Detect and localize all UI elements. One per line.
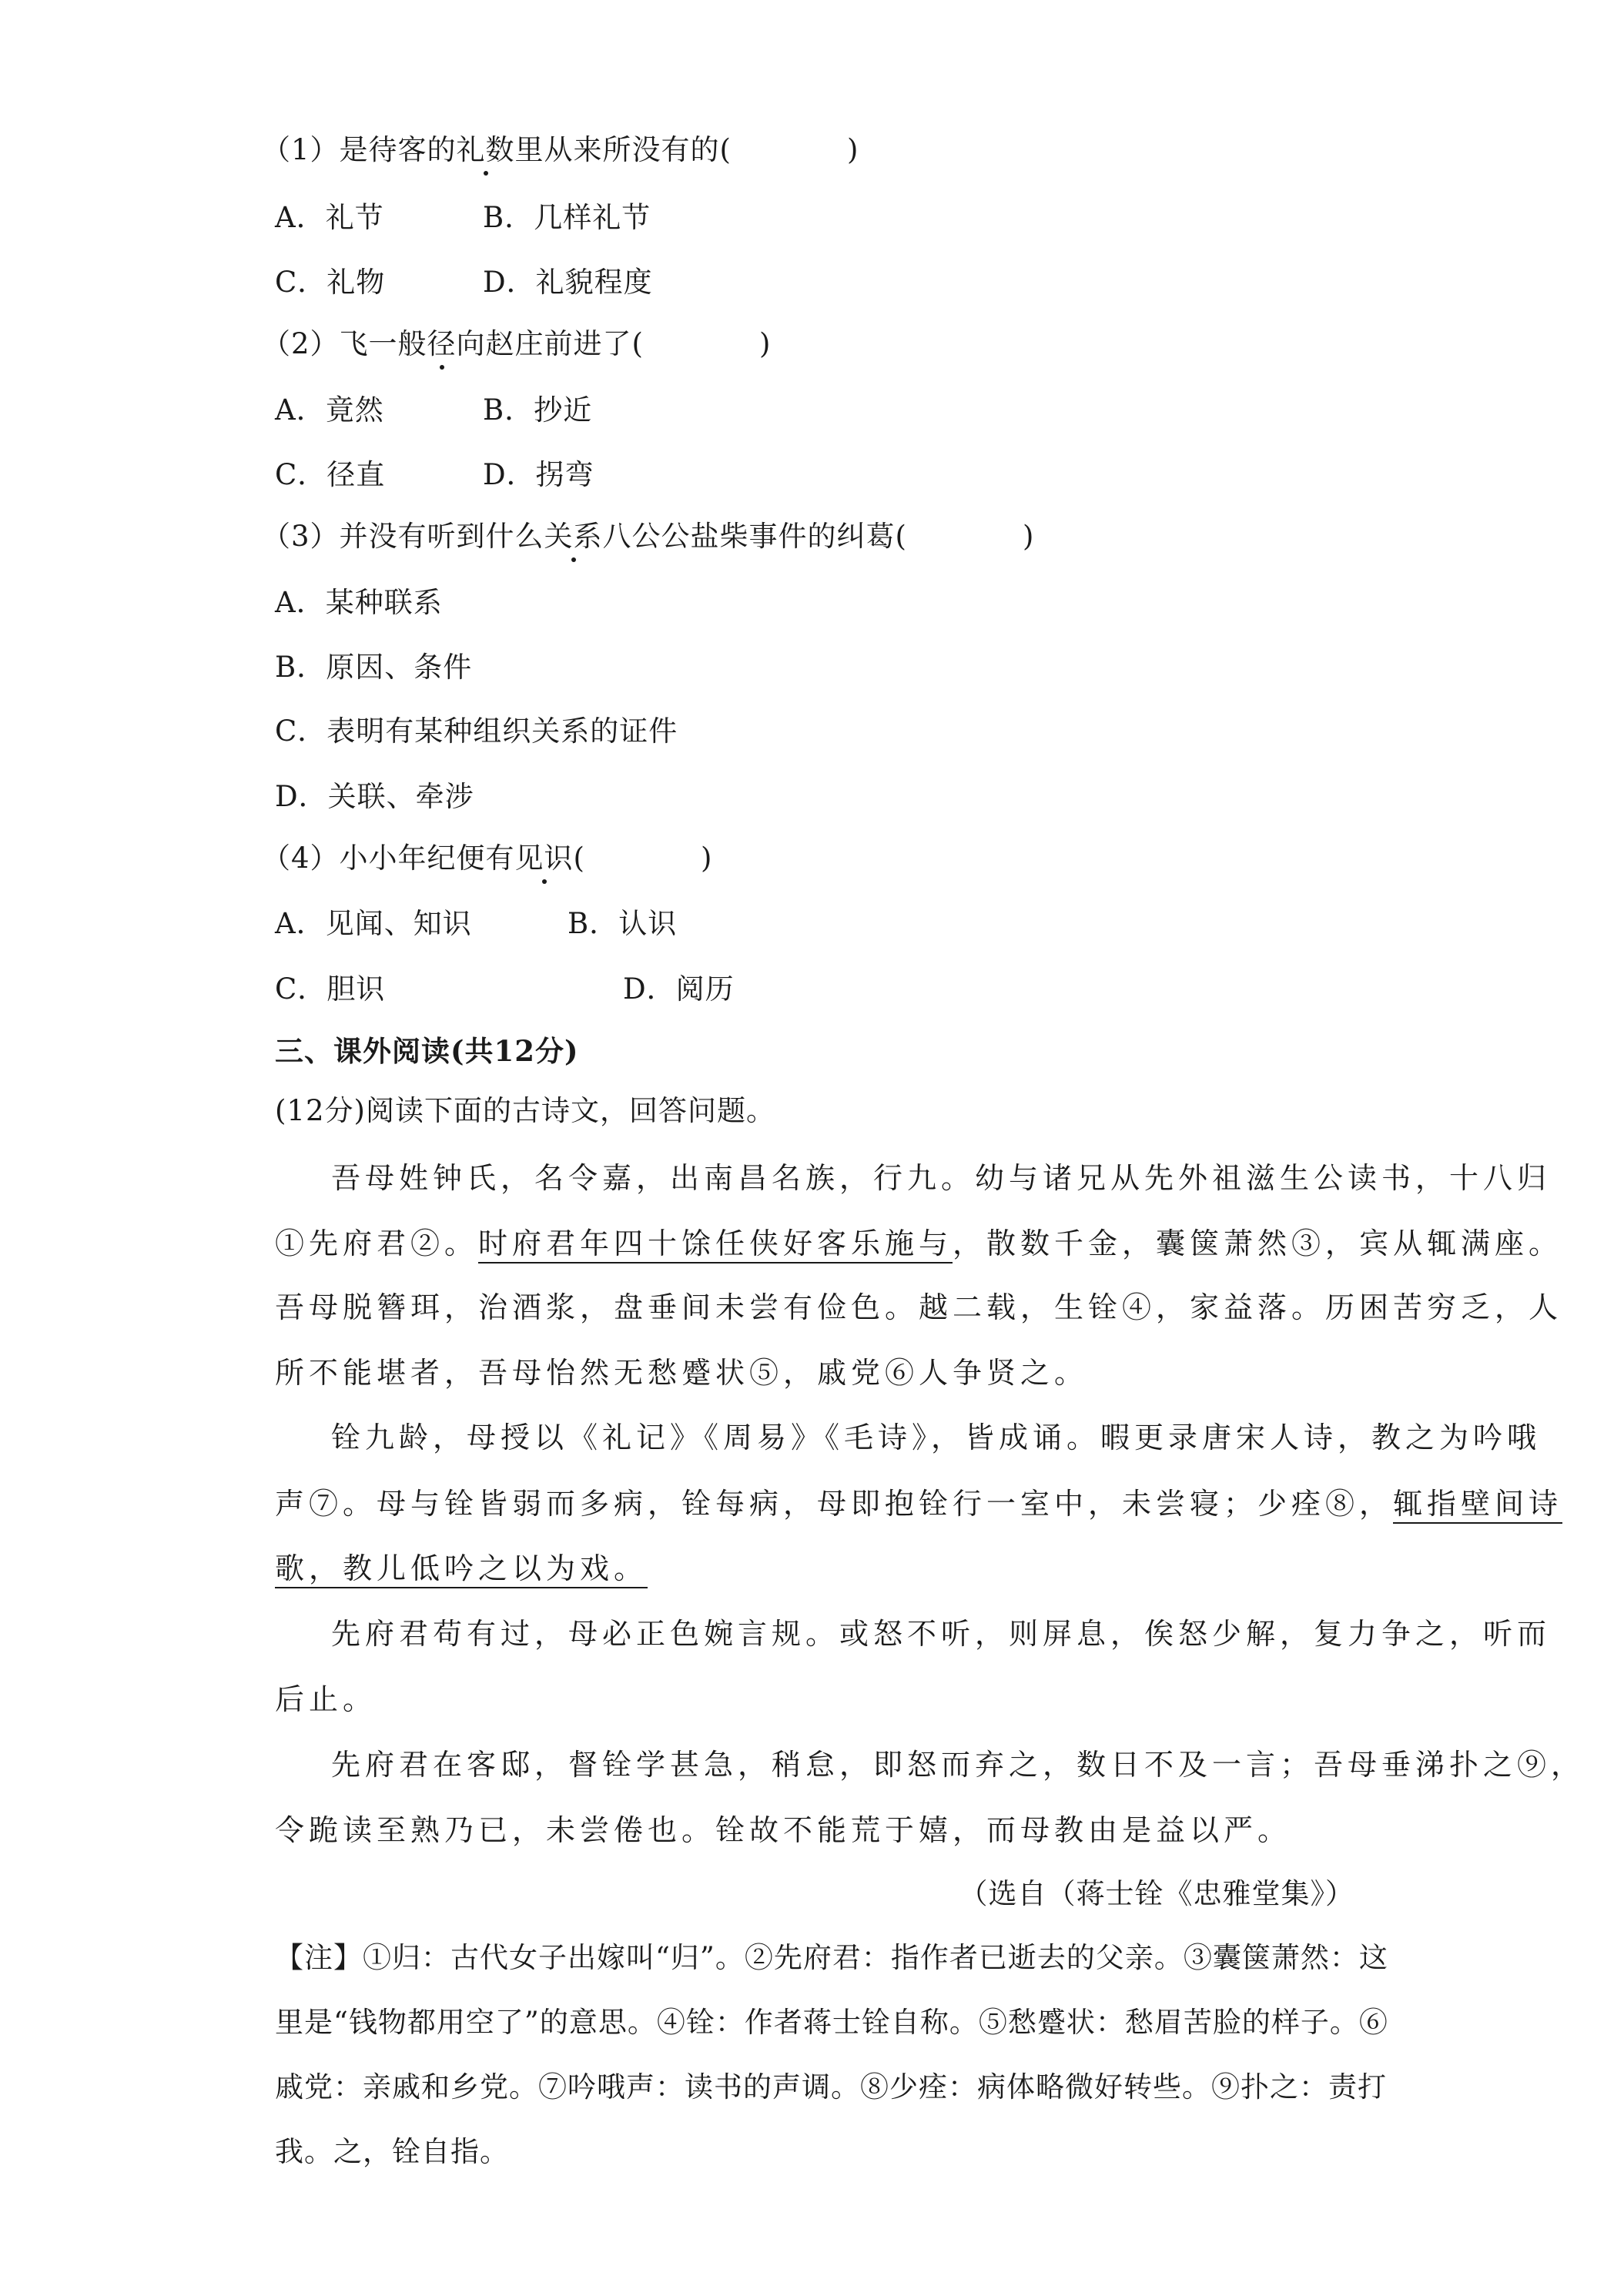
dotted-word: 礼数 <box>457 131 515 169</box>
option-c: C．表明有某种组织关系的证件 <box>275 715 678 748</box>
passage-line: 先府君在客邸，督铨学甚急，稍怠，即怒而弃之，数日不及一言；吾母垂涕扑之⑨， <box>331 1748 1585 1782</box>
notes-line: 【注】①归：古代女子出嫁叫“归”。②先府君：指作者已逝去的父亲。③囊箧萧然：这 <box>275 1941 1388 1974</box>
passage-line: 令跪读至熟乃已，未尝倦也。铨故不能荒于嬉，而母教由是益以严。 <box>275 1813 1292 1847</box>
option-d: D．关联、牵涉 <box>275 780 474 813</box>
question-2-stem <box>262 325 771 363</box>
passage-line: 先府君苟有过，母必正色婉言规。或怒不听，则屏息，俟怒少解，复力争之，听而 <box>331 1617 1552 1651</box>
question-4-options-row2 <box>275 970 735 1009</box>
option-d: D．拐弯 <box>483 458 594 491</box>
question-1-options-row2 <box>275 263 653 302</box>
question-3-stem <box>262 517 1034 556</box>
paren-close: ) <box>758 327 772 360</box>
underlined-sentence: 时府君年四十馀任侠好客乐施与 <box>478 1227 953 1263</box>
question-1-stem <box>262 131 859 169</box>
question-4-options-row1 <box>275 905 677 943</box>
passage-text: ①先府君②。 <box>275 1227 479 1260</box>
passage-text: 声⑦。母与铨皆弱而多病，铨每病，母即抱铨行一室中，未尝寝；少痊⑧， <box>275 1487 1394 1521</box>
dotted-word: 见识 <box>515 839 574 878</box>
passage-line: 所不能堪者，吾母怡然无愁蹙状⑤，戚党⑥人争贤之。 <box>275 1356 1089 1390</box>
question-1-options-row1 <box>275 199 651 237</box>
passage-line: 吾母脱簪珥，治酒浆，盘垂间未尝有俭色。越二载，生铨④，家益落。历困苦穷乏，人 <box>275 1290 1563 1324</box>
option-b: B．原因、条件 <box>275 651 473 684</box>
dotted-word: 关系 <box>544 517 603 556</box>
option-c: C．胆识 <box>275 972 386 1006</box>
option-c: C．径直 <box>275 458 386 491</box>
question-2-options-row2 <box>275 456 594 494</box>
notes-line: 戚党：亲戚和乡党。⑦吟哦声：读书的声调。⑧少痊：病体略微好转些。⑨扑之：责打 <box>275 2070 1387 2104</box>
underlined-sentence: 辄指壁间诗 <box>1393 1487 1562 1524</box>
passage-line <box>275 1224 1562 1263</box>
option-b: B．几样礼节 <box>483 201 651 234</box>
dotted-word: 径 <box>427 325 457 363</box>
stem-text: 向赵庄前进了( <box>456 327 644 360</box>
passage-text: ，散数千金，囊箧萧然③，宾从辄满座。 <box>953 1227 1563 1260</box>
passage-line: 吾母姓钟氏，名令嘉，出南昌名族，行九。幼与诸兄从先外祖滋生公读书，十八归 <box>331 1161 1552 1195</box>
question-4-stem <box>262 839 712 878</box>
paren-close: ) <box>846 133 859 166</box>
underlined-sentence: 歌，教儿低吟之以为戏。 <box>275 1551 648 1588</box>
passage-line <box>275 1484 1562 1523</box>
notes-line: 我。之，铨自指。 <box>275 2135 509 2168</box>
option-a: A．礼节 <box>275 201 384 234</box>
section-heading: 三、课外阅读(共12分) <box>275 1034 579 1068</box>
option-a: A．某种联系 <box>275 586 443 619</box>
passage-line <box>275 1549 648 1588</box>
option-d: D．礼貌程度 <box>483 266 653 299</box>
notes-line: 里是“钱物都用空了”的意思。④铨：作者蒋士铨自称。⑤愁蹙状：愁眉苦脸的样子。⑥ <box>275 2006 1388 2039</box>
passage-source: （选自（蒋士铨《忠雅堂集》） <box>959 1877 1354 1910</box>
option-d: D．阅历 <box>623 972 735 1006</box>
stem-text: 八公公盐柴事件的纠葛( <box>602 520 907 553</box>
paren-close: ) <box>1022 520 1035 553</box>
section-instruction: (12分)阅读下面的古诗文，回答问题。 <box>275 1094 775 1127</box>
stem-text: （2）飞一般 <box>262 327 427 360</box>
stem-text: ( <box>573 842 585 875</box>
stem-text: （4）小小年纪便有 <box>262 842 515 875</box>
passage-line: 铨九龄，母授以《礼记》《周易》《毛诗》，皆成诵。暇更录唐宋人诗，教之为吟哦 <box>331 1421 1542 1454</box>
stem-text: 里从来所没有的( <box>514 133 732 166</box>
option-b: B．抄近 <box>483 393 593 427</box>
stem-text: （1）是待客的 <box>262 133 457 166</box>
stem-text: （3）并没有听到什么 <box>262 520 544 553</box>
paren-close: ) <box>700 842 713 875</box>
option-c: C．礼物 <box>275 266 386 299</box>
option-a: A．竟然 <box>275 393 384 427</box>
option-a: A．见闻、知识 <box>275 907 472 940</box>
passage-line: 后止。 <box>275 1682 377 1716</box>
question-2-options-row1 <box>275 391 592 430</box>
option-b: B．认识 <box>568 907 678 940</box>
